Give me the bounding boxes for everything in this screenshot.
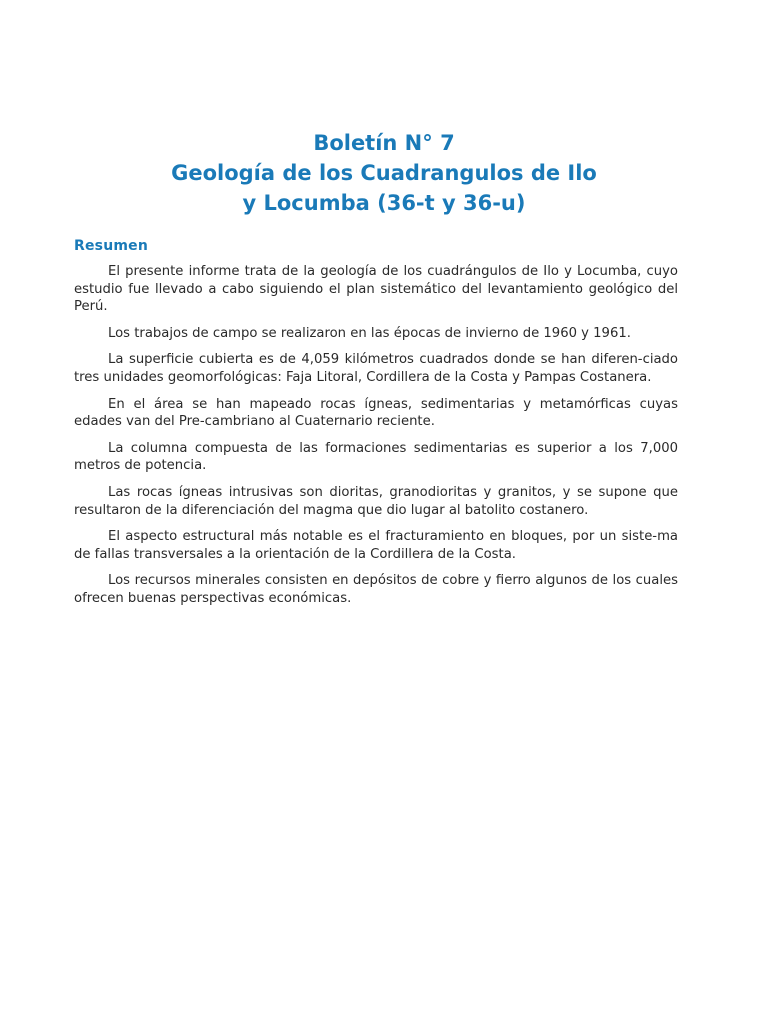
summary-paragraph: El presente informe trata de la geología de los cuadrángulos de Ilo y Locumba, cuyo estudio fue llevado a cabo siguiendo el plan sistemático del levantamiento geológico del Perú. bbox=[74, 264, 678, 315]
title-line-geology: Geología de los Cuadrangulos de Ilo bbox=[171, 161, 597, 185]
summary-paragraph: En el área se han mapeado rocas ígneas, sedimentarias y metamórficas cuyas edades van del Pre-cambriano al Cuaternario reciente. bbox=[74, 396, 678, 430]
summary-heading: Resumen bbox=[74, 238, 149, 254]
summary-paragraph: Las rocas ígneas intrusivas son dioritas, granodioritas y granitos, y se supone que resultaron de la diferenciación del magma que dio lugar al batolito costanero. bbox=[74, 484, 678, 518]
document-title bbox=[0, 128, 768, 218]
summary-paragraph: La columna compuesta de las formaciones sedimentarias es superior a los 7,000 metros de potencia. bbox=[74, 440, 678, 474]
title-line-quadrangles: y Locumba (36-t y 36-u) bbox=[242, 191, 526, 215]
summary-body bbox=[74, 263, 678, 617]
summary-paragraph: Los recursos minerales consisten en depósitos de cobre y fierro algunos de los cuales ofrecen buenas perspectivas económicas. bbox=[74, 573, 678, 606]
title-line-bulletin: Boletín N° 7 bbox=[313, 131, 455, 155]
summary-paragraph: La superficie cubierta es de 4,059 kilómetros cuadrados donde se han diferen-ciado tres unidades geomorfológicas: Faja Litoral, Cordillera de la Costa y Pampas Costanera. bbox=[74, 352, 678, 385]
summary-paragraph: El aspecto estructural más notable es el fracturamiento en bloques, por un siste-ma de fallas transversales a la orientación de la Cordillera de la Costa. bbox=[74, 529, 678, 562]
summary-paragraph: Los trabajos de campo se realizaron en las épocas de invierno de 1960 y 1961. bbox=[108, 325, 631, 341]
